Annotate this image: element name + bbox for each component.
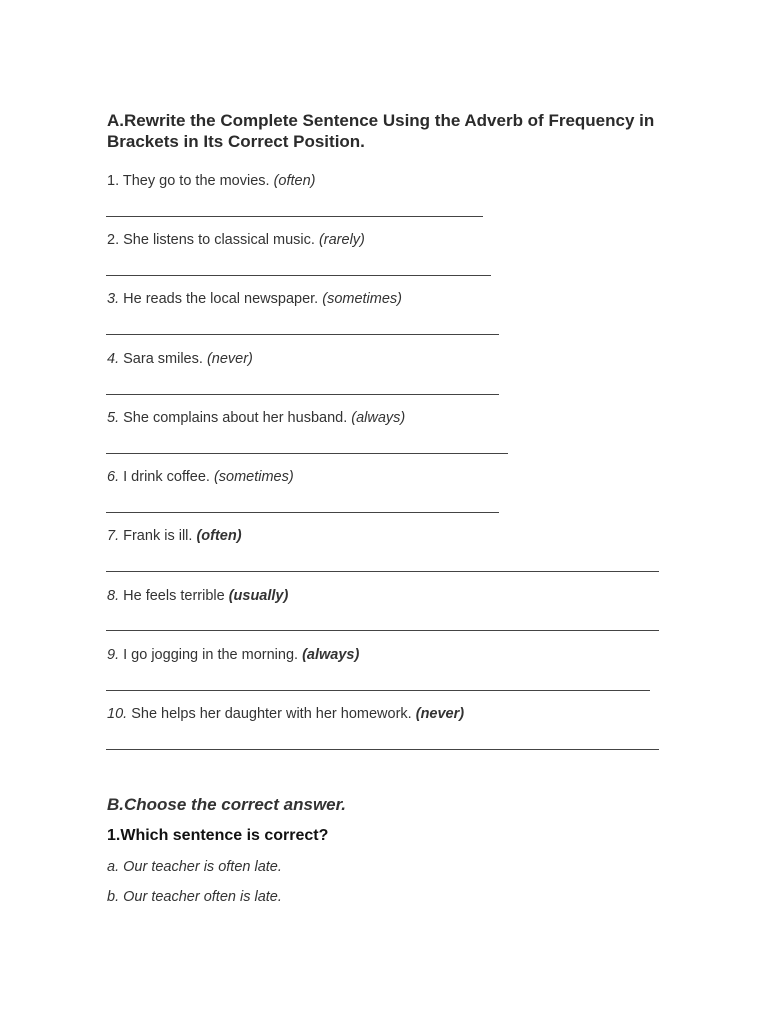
answer-line-1[interactable] (106, 216, 483, 217)
item-number: 4. (107, 351, 120, 367)
answer-line-4[interactable] (106, 394, 499, 395)
adverb-hint: (never) (206, 351, 253, 367)
adverb-hint: (rarely) (318, 232, 365, 248)
answer-option-a[interactable]: a. Our teacher is often late. (107, 859, 282, 875)
item-sentence: Sara smiles. (123, 351, 203, 367)
item-number: 9. (107, 647, 120, 663)
exercise-item-3 (107, 290, 667, 308)
answer-line-6[interactable] (106, 512, 499, 513)
adverb-hint: (usually) (228, 588, 289, 604)
answer-option-b[interactable]: b. Our teacher often is late. (107, 889, 282, 905)
item-sentence: He feels terrible (123, 588, 225, 604)
question-1: 1.Which sentence is correct? (107, 827, 329, 844)
item-sentence: Frank is ill. (123, 528, 193, 544)
answer-line-9[interactable] (106, 690, 650, 691)
exercise-item-1 (107, 172, 667, 190)
item-sentence: I drink coffee. (123, 469, 210, 485)
answer-line-5[interactable] (106, 453, 508, 454)
answer-line-7[interactable] (106, 571, 659, 572)
item-sentence: I go jogging in the morning. (123, 647, 299, 663)
exercise-item-9 (107, 646, 667, 664)
item-sentence: She complains about her husband. (123, 410, 348, 426)
section-a-title: A.Rewrite the Complete Sentence Using the Adverb of Frequency in Brackets in Its Correct Position. (107, 111, 655, 151)
exercise-item-5 (107, 409, 667, 427)
adverb-hint: (sometimes) (322, 291, 402, 307)
exercise-item-8 (107, 587, 667, 605)
item-number: 5. (107, 410, 120, 426)
exercise-item-7 (107, 527, 667, 545)
item-number: 3. (107, 291, 120, 307)
item-sentence: She listens to classical music. (123, 232, 315, 248)
adverb-hint: (always) (302, 647, 360, 663)
adverb-hint: (sometimes) (213, 469, 294, 485)
exercise-item-2 (107, 231, 667, 249)
answer-line-2[interactable] (106, 275, 491, 276)
exercise-item-4 (107, 350, 667, 368)
answer-line-8[interactable] (106, 630, 659, 631)
item-number: 6. (107, 469, 120, 485)
adverb-hint: (always) (351, 410, 406, 426)
item-number: 1. (107, 173, 120, 189)
item-sentence: She helps her daughter with her homework. (131, 706, 412, 722)
item-number: 8. (107, 588, 120, 604)
exercise-item-6 (107, 468, 667, 486)
item-number: 2. (107, 232, 120, 248)
item-sentence: He reads the local newspaper. (123, 291, 319, 307)
section-b-title: B.Choose the correct answer. (107, 795, 347, 814)
item-number: 7. (107, 528, 120, 544)
answer-line-3[interactable] (106, 334, 499, 335)
exercise-item-10 (107, 705, 667, 723)
answer-line-10[interactable] (106, 749, 659, 750)
item-sentence: They go to the movies. (122, 173, 270, 189)
adverb-hint: (never) (415, 706, 465, 722)
adverb-hint: (often) (196, 528, 242, 544)
adverb-hint: (often) (273, 173, 316, 189)
item-number: 10. (107, 706, 128, 722)
